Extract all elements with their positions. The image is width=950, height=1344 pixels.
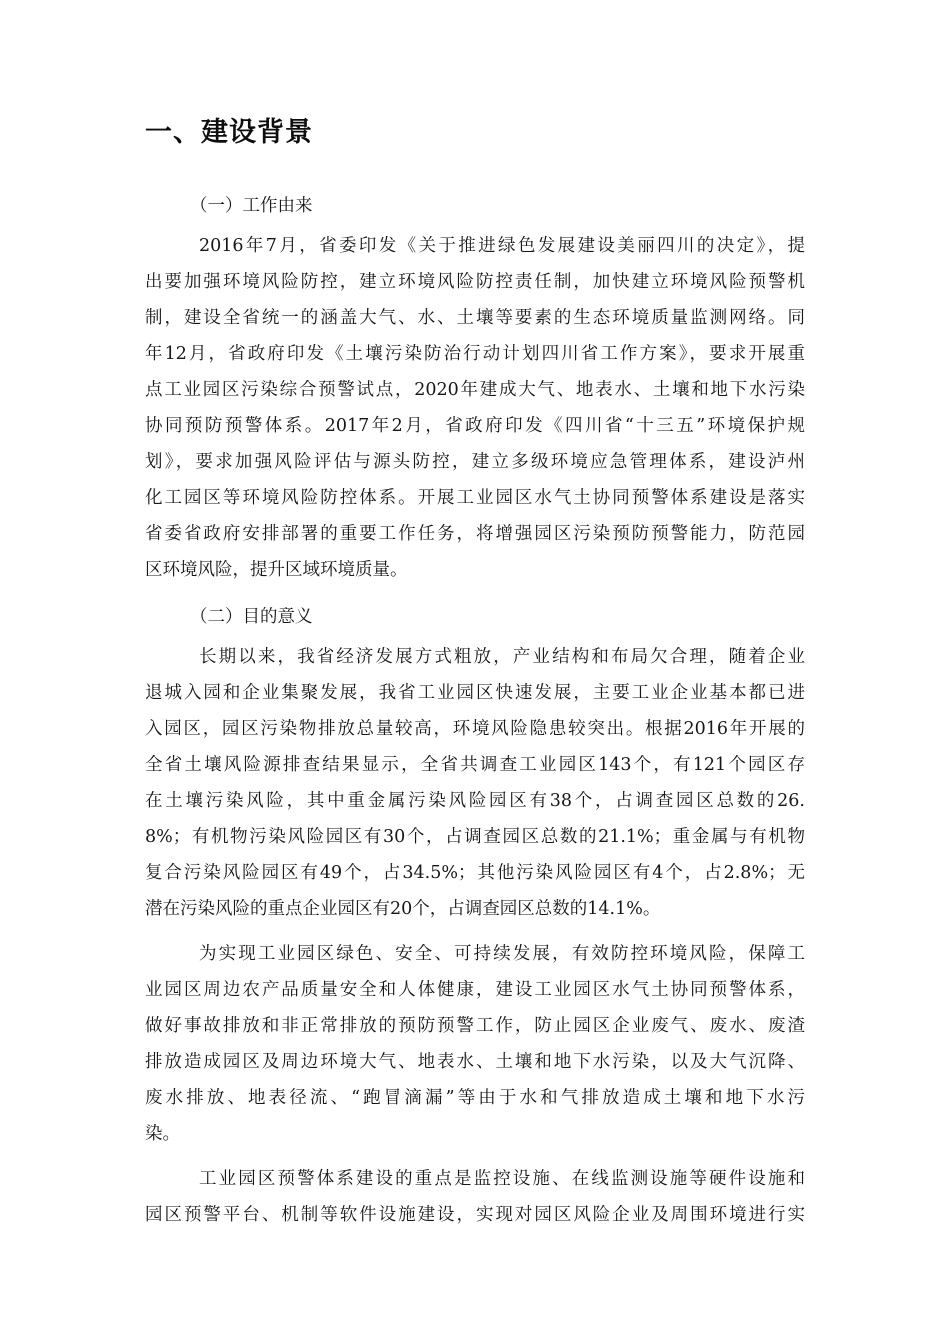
- paragraph-line: 潜在污染风险的重点企业园区有20个，占调查园区总数的14.1%。: [145, 899, 661, 919]
- paragraph-line: 复合污染风险园区有49个，占34.5%；其他污染风险园区有4个，占2.8%；无: [145, 863, 805, 883]
- paragraph-line: 出要加强环境风险防控，建立环境风险防控责任制，加快建立环境风险预警机: [145, 272, 805, 292]
- paragraph-line: 园区预警平台、机制等软件设施建设，实现对园区风险企业及周围环境进行实: [145, 1205, 805, 1225]
- paragraph-line: 全省土壤风险源排查结果显示，全省共调查工业园区143个，有121个园区存: [145, 755, 805, 775]
- subsection-title-origin: （一）工作由来: [190, 196, 313, 216]
- paragraph-line: 为实现工业园区绿色、安全、可持续发展，有效防控环境风险，保障工: [199, 944, 805, 964]
- paragraph-line: 年12月，省政府印发《土壤污染防治行动计划四川省工作方案》，要求开展重: [145, 344, 805, 364]
- paragraph-line: 8%；有机物污染风险园区有30个，占调查园区总数的21.1%；重金属与有机物: [145, 827, 805, 847]
- subsection-title-purpose: （二）目的意义: [190, 607, 313, 627]
- paragraph-line: 工业园区预警体系建设的重点是监控设施、在线监测设施等硬件设施和: [199, 1169, 805, 1189]
- section-heading: 一、建设背景: [145, 117, 313, 148]
- paragraph-line: 做好事故排放和非正常排放的预防预警工作，防止园区企业废气、废水、废渣: [145, 1016, 805, 1036]
- paragraph-line: 制，建设全省统一的涵盖大气、水、土壤等要素的生态环境质量监测网络。同: [145, 308, 805, 328]
- paragraph-line: 染。: [145, 1124, 180, 1144]
- paragraph-line: 长期以来，我省经济发展方式粗放，产业结构和布局欠合理，随着企业: [199, 647, 805, 667]
- paragraph-line: 点工业园区污染综合预警试点，2020年建成大气、地表水、土壤和地下水污染: [145, 380, 805, 400]
- paragraph-line: 划》，要求加强风险评估与源头防控，建立多级环境应急管理体系，建设泸州: [145, 452, 805, 472]
- paragraph-line: 化工园区等环境风险防控体系。开展工业园区水气土协同预警体系建设是落实: [145, 488, 805, 508]
- paragraph-line: 在土壤污染风险，其中重金属污染风险园区有38个，占调查园区总数的26.: [145, 791, 805, 811]
- paragraph-line: 区环境风险，提升区域环境质量。: [145, 560, 408, 580]
- paragraph-line: 省委省政府安排部署的重要工作任务，将增强园区污染预防预警能力，防范园: [145, 524, 805, 544]
- paragraph-line: 排放造成园区及周边环境大气、地表水、土壤和地下水污染，以及大气沉降、: [145, 1052, 805, 1072]
- paragraph-line: 协同预防预警体系。2017年2月，省政府印发《四川省“十三五”环境保护规: [145, 416, 805, 436]
- paragraph-line: 退城入园和企业集聚发展，我省工业园区快速发展，主要工业企业基本都已进: [145, 683, 805, 703]
- paragraph-line: 2016年7月，省委印发《关于推进绿色发展建设美丽四川的决定》，提: [199, 236, 805, 256]
- paragraph-line: 业园区周边农产品质量安全和人体健康，建设工业园区水气土协同预警体系，: [145, 980, 805, 1000]
- paragraph-line: 入园区，园区污染物排放总量较高，环境风险隐患较突出。根据2016年开展的: [145, 719, 805, 739]
- paragraph-line: 废水排放、地表径流、“跑冒滴漏”等由于水和气排放造成土壤和地下水污: [145, 1088, 805, 1108]
